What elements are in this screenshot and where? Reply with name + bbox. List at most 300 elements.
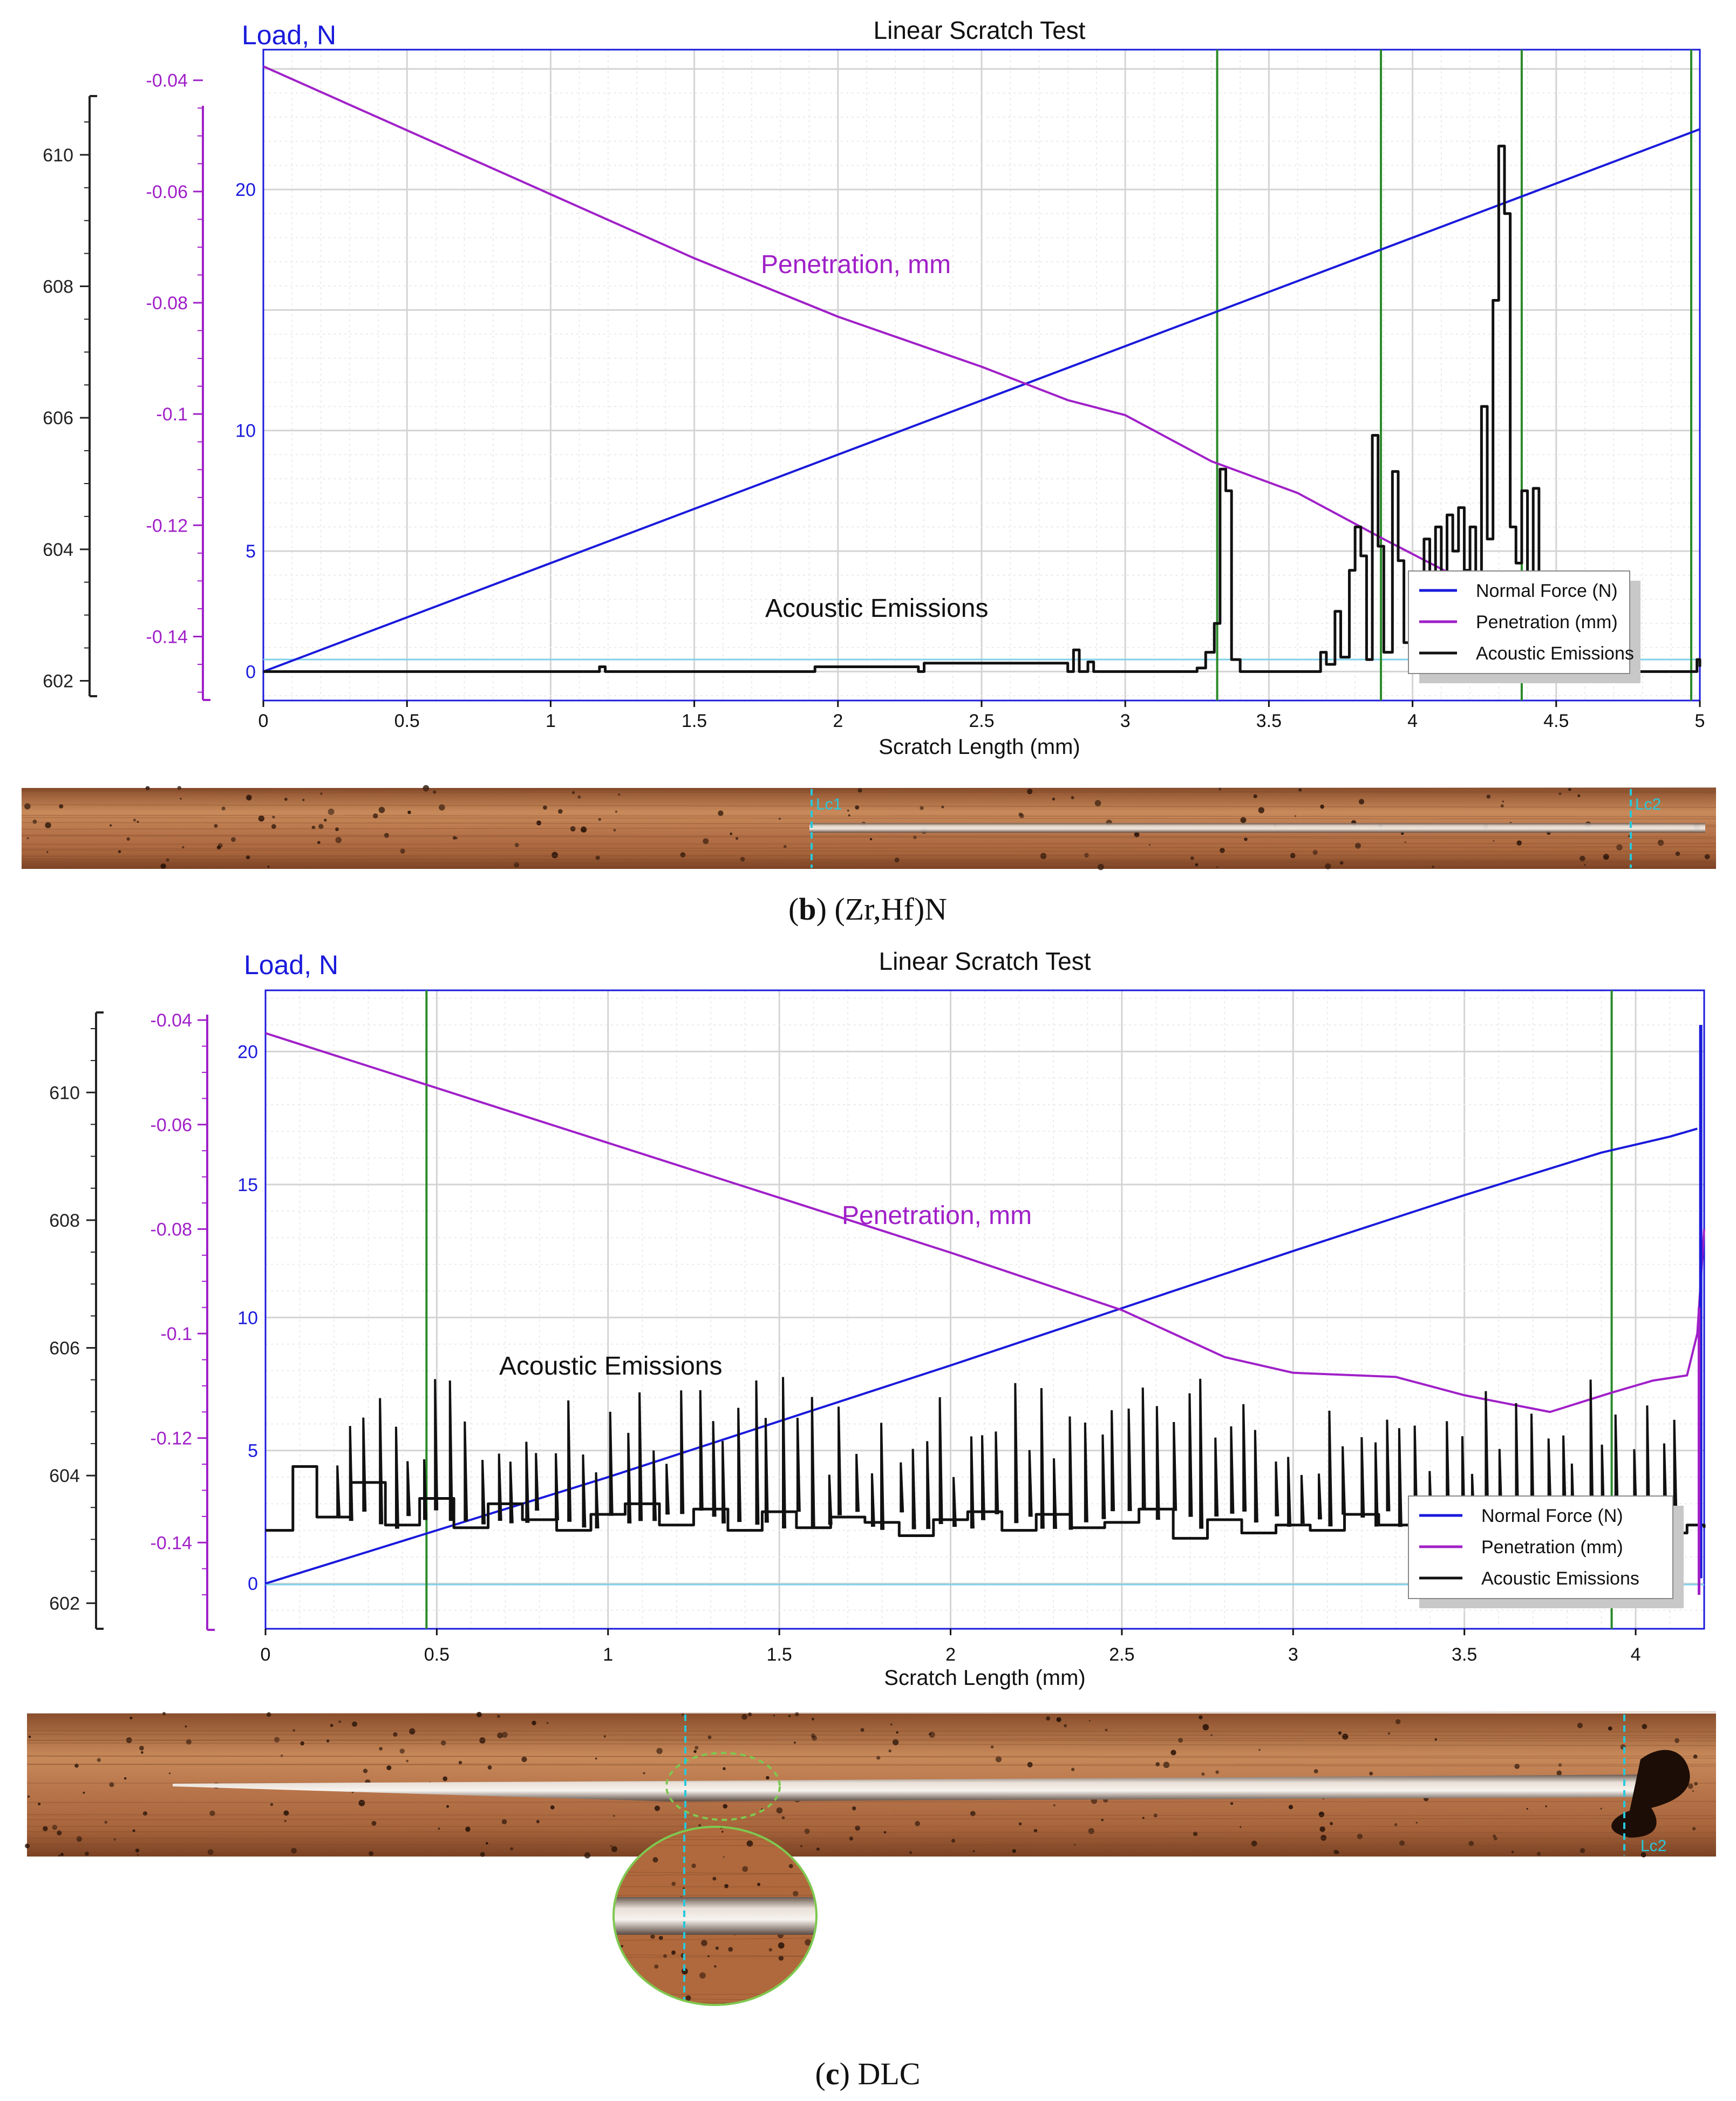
c-micrograph-pit: [1512, 1851, 1514, 1853]
c-inset-pit: [617, 1865, 622, 1869]
c-micrograph-pit: [60, 1853, 64, 1856]
b-acoustic-annotation: Acoustic Emissions: [765, 594, 989, 623]
c-load-axis-label: Load, N: [244, 950, 339, 980]
b-micrograph-pit: [302, 799, 305, 801]
c-micrograph-pit: [741, 1714, 747, 1719]
c-acoustic-spike: [1288, 1457, 1290, 1527]
c-micrograph-pit: [497, 1715, 500, 1718]
c-x-tick-label: 2: [945, 1644, 956, 1665]
c-inset-pit: [728, 1947, 733, 1952]
c-legend-normal-force: Normal Force (N): [1481, 1506, 1623, 1526]
c-acoustic-spike: [380, 1398, 382, 1525]
c-acoustic-spike: [798, 1418, 800, 1512]
c-x-tick-label: 4: [1630, 1644, 1641, 1665]
c-load-tick-label: 10: [237, 1308, 258, 1329]
b-micrograph-pit: [1052, 798, 1055, 800]
c-inset-pit: [742, 1866, 748, 1872]
c-micrograph-pit: [1694, 1782, 1697, 1785]
b-micrograph-pit: [1040, 853, 1047, 859]
c-inset-pit: [712, 1876, 716, 1880]
b-x-tick-label: 3: [1120, 711, 1131, 731]
c-micrograph-pit: [805, 1828, 810, 1834]
c-micrograph-pit: [1289, 1805, 1293, 1809]
c-inset-pit: [659, 1936, 663, 1940]
b-x-tick-label: 5: [1694, 711, 1705, 731]
c-micrograph-pit: [291, 1848, 297, 1854]
c-micrograph-pit: [1163, 1762, 1170, 1768]
c-acoustic-spike: [881, 1423, 883, 1529]
b-micrograph-pit: [1432, 866, 1434, 868]
c-micrograph-pit: [777, 1807, 783, 1814]
c-micrograph-pit: [1545, 1805, 1547, 1807]
c-inset-pit: [716, 1947, 719, 1950]
c-penetration-tick-label: -0.04: [150, 1010, 192, 1031]
c-acoustic-spike: [700, 1390, 703, 1511]
c-micrograph-pit: [169, 1772, 171, 1774]
c-acoustic-spike: [1376, 1443, 1378, 1527]
c-third-tick-label: 608: [49, 1210, 80, 1231]
c-micrograph-pit: [1416, 1822, 1418, 1824]
b-x-tick-label: 0: [258, 711, 269, 731]
c-micrograph-pit: [1608, 1726, 1612, 1731]
c-micrograph-pit: [1577, 1723, 1583, 1728]
c-micrograph-pit: [358, 1800, 365, 1806]
b-micrograph-pit: [258, 815, 264, 821]
c-third-tick-label: 606: [49, 1338, 80, 1359]
b-micrograph-pit: [1313, 850, 1318, 855]
c-micrograph-pit: [465, 1827, 471, 1832]
c-micrograph-pit: [379, 1747, 383, 1751]
c-micrograph-pit: [951, 1839, 955, 1842]
b-micrograph-pit: [613, 829, 616, 832]
c-micrograph-pit: [991, 1745, 994, 1749]
c-micrograph-pit: [442, 1776, 447, 1781]
c-micrograph-pit: [682, 1714, 684, 1716]
c-micrograph-pit: [1170, 1750, 1176, 1755]
c-acoustic-spike: [723, 1441, 725, 1524]
b-micrograph-pit: [1493, 840, 1494, 842]
c-micrograph-pit: [1493, 1834, 1496, 1838]
c-acoustic-spike: [628, 1433, 630, 1524]
c-acoustic-spike: [996, 1431, 998, 1514]
b-third-tick-label: 606: [43, 408, 73, 429]
c-inset-pit: [691, 1864, 696, 1868]
b-micrograph-pit: [271, 824, 276, 829]
c-micrograph-pit: [1319, 1826, 1325, 1832]
panel-b-chart: [43, 16, 1705, 759]
c-micrograph-pit: [124, 1777, 127, 1780]
b-penetration-tick-label: -0.06: [146, 181, 188, 202]
c-acoustic-spike: [1399, 1428, 1401, 1527]
b-micrograph-pit: [267, 866, 269, 868]
b-micrograph-pit: [317, 841, 321, 844]
c-acoustic-spike: [1200, 1379, 1202, 1529]
b-micrograph-pit: [615, 811, 617, 813]
b-micrograph-pit: [221, 806, 225, 810]
c-micrograph-pit: [1089, 1720, 1091, 1722]
b-micrograph-pit: [847, 810, 849, 811]
c-micrograph-pit: [85, 1852, 89, 1856]
c-micrograph-pit: [270, 1803, 273, 1806]
c-acoustic-spike: [363, 1418, 365, 1512]
b-penetration-annotation: Penetration, mm: [761, 250, 951, 279]
c-micrograph-pit: [1537, 1852, 1541, 1855]
c-acoustic-spike: [1189, 1393, 1192, 1517]
b-penetration-tick-label: -0.12: [146, 515, 188, 536]
c-acoustic-spike: [1243, 1404, 1245, 1512]
b-x-tick-label: 1.5: [681, 711, 707, 731]
c-micrograph-pit: [788, 1715, 791, 1717]
c-legend-acoustic: Acoustic Emissions: [1481, 1568, 1639, 1589]
c-acoustic-spike: [713, 1421, 716, 1517]
b-micrograph-pit: [320, 792, 322, 794]
c-micrograph-pit: [371, 1821, 376, 1826]
c-micrograph-pit: [28, 1796, 30, 1798]
b-micrograph-pit: [160, 863, 166, 869]
c-inset-pit: [699, 1972, 706, 1978]
c-x-tick-label: 1.5: [766, 1644, 792, 1665]
c-acoustic-spike: [1343, 1446, 1345, 1515]
c-micrograph-pit: [1064, 1724, 1067, 1728]
c-micrograph-pit: [130, 1717, 132, 1719]
b-micrograph-pit: [1487, 794, 1490, 798]
b-micrograph-pit: [166, 858, 169, 861]
b-micrograph-pit: [133, 819, 137, 822]
c-micrograph-pit: [363, 1769, 367, 1773]
b-micrograph-pit: [1195, 863, 1199, 867]
b-micrograph-pit: [552, 852, 558, 858]
c-inset-pit: [685, 1995, 691, 2001]
c-inset-pit: [721, 1831, 723, 1832]
c-acoustic-spike: [1054, 1458, 1056, 1529]
c-micrograph-pit: [1395, 1719, 1401, 1724]
b-micrograph-pit: [1190, 856, 1194, 860]
c-acoustic-spike: [1215, 1438, 1217, 1517]
c-micrograph-pit: [441, 1740, 446, 1745]
c-micrograph-pit: [723, 1804, 727, 1809]
b-micrograph-pit: [1254, 794, 1257, 798]
c-acoustic-spike: [1070, 1417, 1072, 1530]
b-micrograph-pit: [180, 798, 181, 800]
c-micrograph-pit: [369, 1851, 373, 1856]
c-acoustic-spike: [1041, 1388, 1044, 1529]
c-micrograph-streak: [27, 1712, 1716, 1714]
b-micrograph-pit: [703, 838, 709, 844]
c-micrograph-pit: [604, 1735, 606, 1737]
b-micrograph-pit: [1577, 794, 1580, 797]
b-penetration-tick-label: -0.08: [146, 293, 188, 314]
c-micrograph-pit: [1527, 1808, 1528, 1810]
c-inset-pit: [818, 1983, 823, 1988]
c-acoustic-spike: [1174, 1422, 1176, 1511]
panel-c-caption: [815, 2056, 921, 2091]
c-inset-pit: [769, 1948, 772, 1952]
c-acoustic-spike: [1361, 1437, 1364, 1518]
c-x-tick-label: 3: [1288, 1644, 1298, 1665]
c-third-tick-label: 602: [49, 1593, 80, 1614]
c-micrograph-pit: [1601, 1808, 1602, 1810]
c-x-tick-label: 0.5: [424, 1644, 450, 1665]
b-load-tick-label: 5: [246, 541, 256, 562]
b-micrograph-pit: [400, 848, 405, 853]
c-micrograph-pit: [1388, 1732, 1390, 1735]
b-micrograph-pit: [284, 798, 288, 801]
b-micrograph-pit: [231, 837, 236, 842]
b-micrograph-pit: [558, 809, 563, 814]
c-acoustic-spike: [407, 1461, 410, 1516]
c-micrograph-pit: [114, 1838, 116, 1840]
c-acoustic-spike: [450, 1381, 452, 1521]
c-inset-pit: [792, 1977, 796, 1982]
c-micrograph-pit: [1012, 1849, 1016, 1853]
b-x-tick-label: 2.5: [969, 711, 995, 731]
c-load-tick-label: 0: [248, 1574, 258, 1595]
c-acoustic-spike: [1674, 1420, 1677, 1519]
c-micrograph-pit: [1105, 1729, 1107, 1731]
c-acoustic-spike: [756, 1381, 758, 1525]
b-micrograph-pit: [515, 843, 519, 847]
c-micrograph-pit: [655, 1806, 660, 1811]
c-acoustic-spike: [1015, 1383, 1017, 1524]
b-micrograph-pit: [581, 826, 587, 832]
c-third-tick-label: 604: [49, 1466, 80, 1487]
b-legend-acoustic: Acoustic Emissions: [1476, 643, 1634, 664]
b-load-tick-label: 0: [246, 662, 256, 683]
c-micrograph-pit: [1642, 1724, 1648, 1729]
c-acoustic-spike: [1030, 1450, 1032, 1517]
b-micrograph-pit: [577, 795, 581, 799]
c-micrograph-pit: [267, 1712, 271, 1717]
c-micrograph-pit: [139, 1746, 144, 1751]
c-micrograph-pit: [521, 1757, 527, 1762]
c-micrograph-pit: [77, 1836, 82, 1841]
c-micrograph-pit: [693, 1750, 696, 1753]
c-x-tick-label: 3.5: [1452, 1644, 1478, 1665]
b-penetration-tick-label: -0.1: [156, 404, 188, 425]
c-acoustic-annotation: Acoustic Emissions: [499, 1352, 723, 1381]
c-micrograph-pit: [1215, 1770, 1218, 1773]
b-micrograph-pit: [1216, 866, 1218, 868]
c-acoustic-spike: [954, 1477, 956, 1527]
b-third-tick-label: 604: [43, 539, 73, 560]
c-acoustic-spike: [396, 1427, 398, 1529]
c-micrograph-pit: [1046, 1716, 1050, 1721]
b-micrograph-pit: [407, 811, 411, 814]
c-micrograph-pit: [1369, 1772, 1373, 1776]
c-inset-pit: [714, 1965, 717, 1968]
b-x-tick-label: 3.5: [1256, 711, 1282, 731]
b-micrograph-pit: [543, 806, 547, 810]
c-micrograph-pit: [1692, 1827, 1696, 1830]
c-acoustic-spike: [940, 1397, 942, 1524]
b-micrograph-pit: [1027, 788, 1032, 794]
c-penetration-tick-label: -0.14: [150, 1533, 192, 1554]
c-inset-pit: [652, 1857, 658, 1862]
c-micrograph-pit: [536, 1820, 540, 1823]
b-micrograph-pit: [920, 806, 923, 810]
c-acoustic-spike: [1231, 1426, 1233, 1514]
c-micrograph-pit: [1394, 1823, 1397, 1826]
c-micrograph-pit: [29, 1736, 31, 1738]
b-third-tick-label: 610: [43, 145, 73, 166]
c-acoustic-spike: [1102, 1434, 1105, 1519]
c-micrograph-pit: [52, 1825, 58, 1830]
c-inset-pit: [724, 1884, 729, 1888]
b-micrograph-pit: [45, 822, 51, 828]
c-micrograph-pit: [406, 1760, 409, 1763]
b-micrograph-pit: [1676, 852, 1680, 856]
c-acoustic-spike: [783, 1377, 785, 1528]
c-micrograph-pit: [57, 1831, 62, 1835]
b-third-tick-label: 608: [43, 276, 73, 297]
c-acoustic-spike: [927, 1441, 929, 1529]
b-micrograph-pit: [740, 857, 745, 861]
c-acoustic-spike: [610, 1412, 612, 1516]
b-micrograph-pit: [718, 811, 723, 816]
c-acoustic-spike: [1387, 1420, 1389, 1512]
c-inset-pit: [814, 1969, 819, 1974]
c-acoustic-spike: [465, 1422, 467, 1521]
c-micrograph-pit: [1034, 1829, 1038, 1833]
c-micrograph-pit: [816, 1847, 820, 1851]
b-micrograph-pit: [680, 852, 686, 858]
b-third-tick-label: 602: [43, 671, 73, 692]
b-legend: [1408, 571, 1640, 683]
b-micrograph-pit: [1658, 840, 1664, 846]
c-inset-pit: [654, 1964, 658, 1969]
c-penetration-tick-label: -0.1: [160, 1324, 192, 1345]
b-micrograph-pit: [182, 846, 184, 848]
b-x-tick-label: 1: [545, 711, 556, 731]
c-micrograph-pit: [1258, 1749, 1261, 1751]
c-micrograph-pit: [695, 1746, 698, 1750]
c-caption: (c) DLC: [815, 2056, 921, 2091]
c-acoustic-spike: [350, 1426, 352, 1521]
c-acoustic-spike: [1302, 1475, 1304, 1524]
c-micrograph-streak: [27, 1756, 1716, 1757]
c-micrograph-pit: [1692, 1790, 1694, 1792]
c-micrograph-pit: [915, 1821, 920, 1826]
c-acoustic-spike: [839, 1406, 841, 1515]
c-acoustic-spike: [1085, 1423, 1087, 1522]
b-micrograph-pit: [1584, 864, 1585, 866]
c-micrograph-pit: [890, 1723, 893, 1725]
b-chart-title: Linear Scratch Test: [873, 16, 1086, 44]
c-micrograph-pit: [185, 1725, 187, 1728]
c-micrograph-pit: [1027, 1762, 1033, 1767]
c-acoustic-spike: [681, 1390, 683, 1514]
c-acoustic-spike: [337, 1465, 339, 1518]
b-micrograph-pit: [318, 824, 324, 829]
c-inset-pit: [810, 1869, 816, 1875]
c-acoustic-spike: [1255, 1430, 1257, 1522]
c-inset-pit: [683, 1887, 684, 1889]
c-micrograph-pit: [38, 1803, 40, 1805]
c-acoustic-spike: [1319, 1473, 1321, 1519]
panel-c-chart: [49, 947, 1704, 1690]
c-micrograph-pit: [1199, 1715, 1202, 1719]
c-acoustic-spike: [1143, 1388, 1145, 1510]
b-micrograph-pit: [1220, 848, 1225, 853]
c-acoustic-spike: [526, 1442, 528, 1522]
c-micrograph-pit: [1336, 1851, 1339, 1854]
c-legend: [1408, 1496, 1684, 1608]
c-micrograph-pit: [723, 1767, 726, 1770]
c-load-tick-label: 20: [237, 1042, 258, 1063]
panel-b-caption: [788, 892, 947, 927]
b-micrograph-pit: [126, 837, 130, 840]
b-micrograph-pit: [730, 833, 732, 835]
c-x-tick-label: 0: [260, 1644, 271, 1665]
b-micrograph-pit: [246, 795, 252, 801]
c-micrograph-pit: [800, 1845, 802, 1847]
c-micrograph-pit: [812, 1736, 816, 1740]
c-micrograph-pit: [1201, 1772, 1204, 1776]
c-acoustic-spike: [1276, 1461, 1278, 1516]
c-micrograph-pit: [135, 1848, 139, 1852]
c-micrograph-pit: [141, 1751, 144, 1754]
c-micrograph-pit: [446, 1805, 449, 1808]
b-x-tick-label: 0.5: [394, 711, 420, 731]
c-inset-pit: [614, 1856, 617, 1859]
c-micrograph-pit: [137, 1854, 139, 1855]
c-inset-pit: [723, 1856, 725, 1858]
c-inset-pit: [789, 1864, 793, 1868]
c-x-axis-label: Scratch Length (mm): [884, 1666, 1086, 1690]
c-x-tick-label: 2.5: [1109, 1644, 1135, 1665]
c-inset-pit: [617, 1994, 621, 1997]
b-penetration-tick-label: -0.04: [146, 70, 188, 91]
c-chart-title: Linear Scratch Test: [879, 947, 1091, 975]
c-acoustic-spike: [913, 1449, 915, 1529]
c-micrograph-pit: [1314, 1769, 1318, 1773]
c-micrograph-pit: [83, 1792, 85, 1794]
c-micrograph-pit: [1056, 1717, 1061, 1722]
b-micrograph-pit: [1325, 863, 1331, 869]
c-micrograph-pit: [1019, 1823, 1022, 1826]
c-micrograph-pit: [43, 1826, 47, 1831]
c-x-tick-label: 1: [603, 1644, 614, 1665]
c-inset-pit: [757, 1883, 760, 1886]
c-micrograph-pit: [1320, 1835, 1326, 1841]
c-micrograph-pit: [547, 1722, 549, 1724]
panel-b-micrograph: [22, 785, 1716, 871]
c-legend-penetration: Penetration (mm): [1481, 1537, 1623, 1558]
c-micrograph-pit: [438, 1827, 440, 1830]
c-inset-pit: [822, 1881, 828, 1886]
c-micrograph-pit: [97, 1758, 101, 1762]
b-x-tick-label: 2: [833, 711, 843, 731]
c-micrograph-pit: [1319, 1812, 1324, 1817]
b-micrograph-pit: [32, 820, 37, 824]
b-micrograph-pit: [1098, 864, 1104, 871]
c-micrograph-pit: [480, 1852, 485, 1857]
c-micrograph-pit: [104, 1821, 107, 1824]
c-micrograph-pit: [532, 1721, 536, 1725]
b-caption: (b) (Zr,Hf)N: [788, 892, 948, 927]
c-acoustic-spike: [1157, 1406, 1159, 1520]
c-micrograph-pit: [330, 1724, 333, 1727]
c-micrograph-pit: [1688, 1784, 1693, 1789]
c-inset-pit: [650, 1934, 655, 1939]
b-series-penetration: [263, 66, 1533, 621]
c-load-tick-label: 15: [237, 1174, 258, 1195]
b-x-tick-label: 4: [1407, 711, 1418, 731]
c-penetration-tick-label: -0.08: [150, 1219, 192, 1240]
c-micrograph-pit: [550, 1805, 555, 1810]
b-micrograph-pit: [1071, 796, 1074, 799]
b-micrograph-pit: [570, 826, 576, 832]
